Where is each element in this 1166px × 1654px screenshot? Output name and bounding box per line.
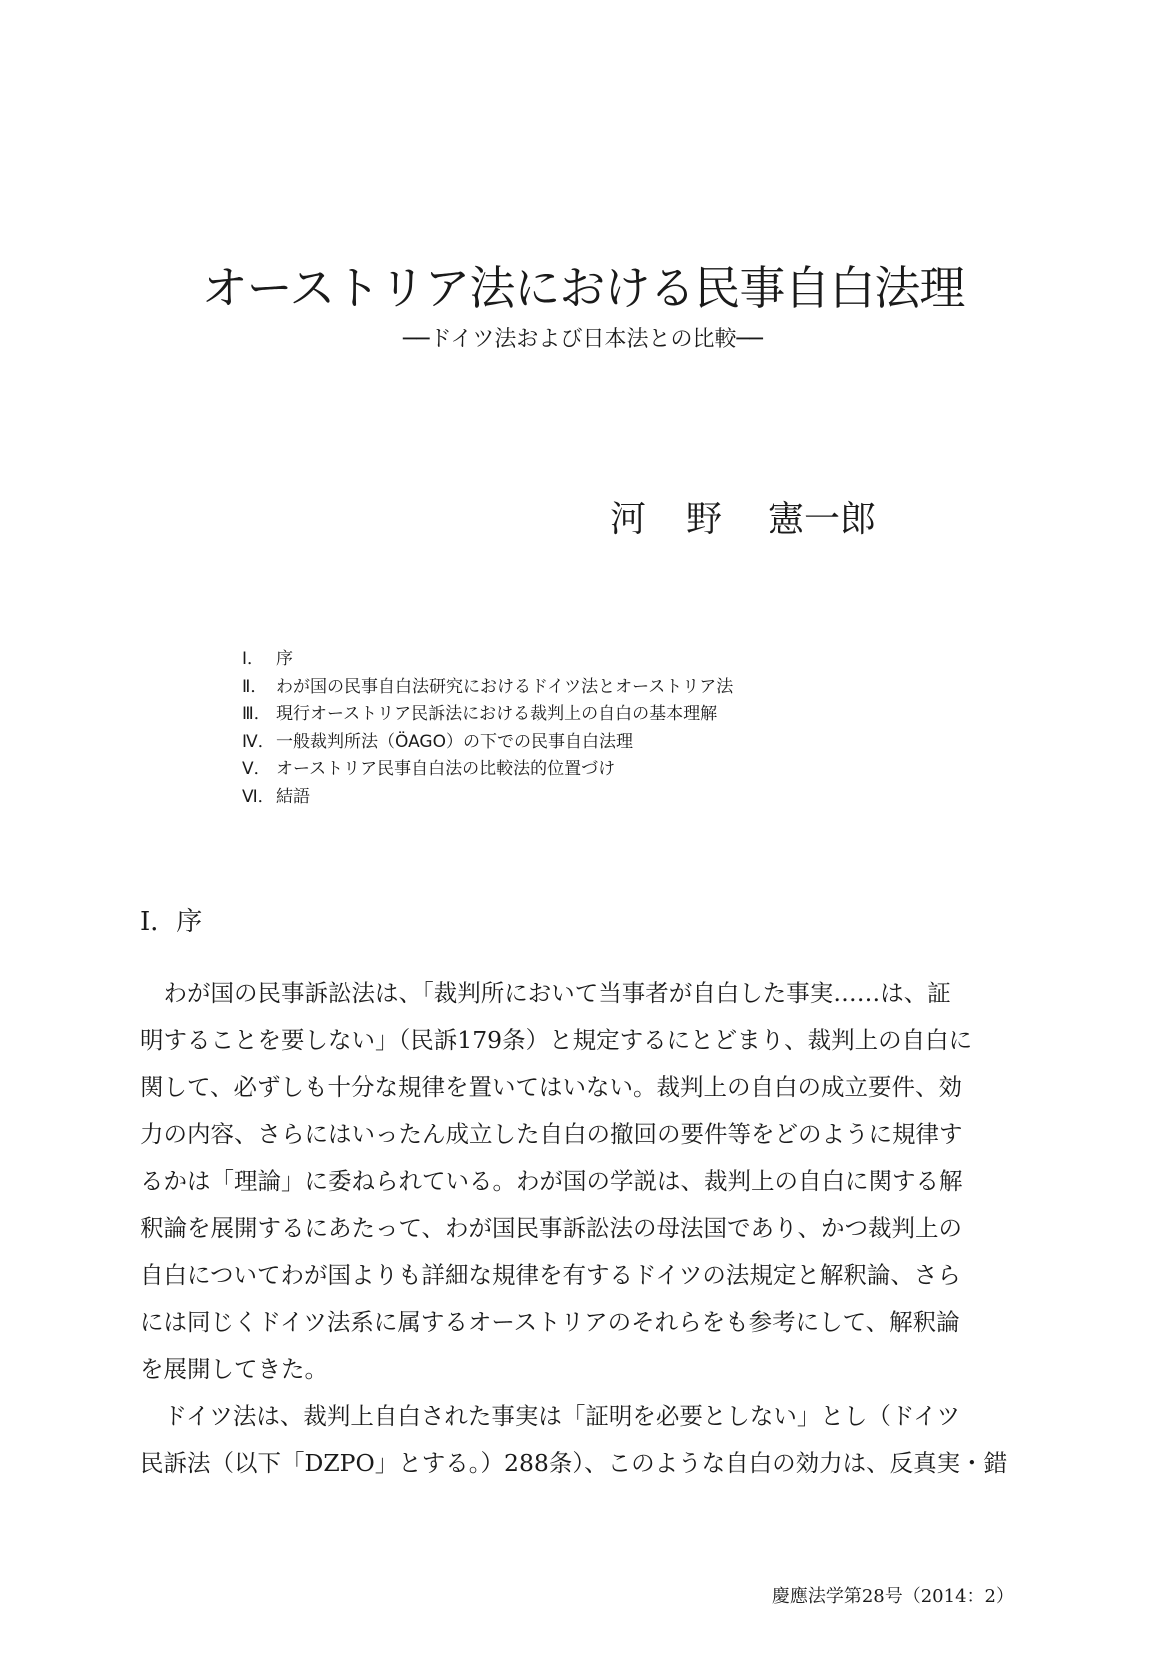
author-family-name-1: 河 [610, 499, 647, 540]
section-heading: Ⅰ．序 [140, 907, 203, 937]
toc-item [242, 646, 942, 674]
author-name [610, 496, 970, 544]
toc-item [242, 784, 942, 812]
body-line: わが国の民事訴訟法は、「裁判所において当事者が自白した事実……は、証 [140, 979, 951, 1007]
toc-item-number: Ⅴ． [242, 759, 271, 779]
author-given-name: 憲一郎 [768, 499, 877, 540]
toc-item-label: オーストリア民事自白法の比較法的位置づけ [276, 759, 616, 779]
body-line: 自白についてわが国よりも詳細な規律を有するドイツの法規定と解釈論、さら [140, 1261, 961, 1289]
toc-item-number: Ⅱ． [242, 676, 268, 697]
article-subtitle: ──ドイツ法および日本法との比較── [403, 327, 763, 352]
body-line: 釈論を展開するにあたって、わが国民事訴訟法の母法国であり、かつ裁判上の [140, 1214, 963, 1242]
toc-item-label: 現行オーストリア民訴法における裁判上の自白の基本理解 [276, 704, 718, 724]
body-line: を展開してきた。 [140, 1355, 328, 1383]
journal-footer: 慶應法学第28号（2014：2） [771, 1586, 1014, 1607]
article-title: オーストリア法における民事自白法理 [201, 261, 965, 315]
toc-item-number: Ⅰ． [242, 649, 265, 669]
toc-item-label: 一般裁判所法（ÖAGO）の下での民事自白法理 [276, 731, 633, 752]
body-line: ドイツ法は、裁判上自白された事実は「証明を必要としない」とし（ドイツ [140, 1402, 961, 1430]
author-family-name-2: 野 [686, 499, 723, 540]
toc-item-label: 序 [276, 649, 293, 669]
body-line: 力の内容、さらにはいったん成立した自白の撤回の要件等をどのように規律す [140, 1120, 963, 1148]
body-text [140, 970, 1026, 1487]
body-line: 明することを要しない」（民訴179条）と規定するにとどまり、裁判上の自白に [140, 1026, 973, 1054]
toc-item [242, 729, 942, 757]
toc-item-label: わが国の民事自白法研究におけるドイツ法とオーストリア法 [276, 676, 734, 697]
toc-item-number: Ⅲ． [242, 704, 271, 724]
body-line: 関して、必ずしも十分な規律を置いてはいない。裁判上の自白の成立要件、効 [140, 1073, 963, 1101]
toc-item [242, 701, 942, 729]
toc-item [242, 756, 942, 784]
toc-item-number: Ⅳ． [242, 731, 275, 752]
toc-item-number: Ⅵ． [242, 786, 275, 807]
toc-item-label: 結語 [276, 786, 310, 807]
body-line: 民訴法（以下「DZPO」とする。）288条）、このような自白の効力は、反真実・錯 [140, 1449, 1008, 1477]
body-line: には同じくドイツ法系に属するオーストリアのそれらをも参考にして、解釈論 [140, 1308, 960, 1336]
table-of-contents [242, 646, 942, 811]
toc-item [242, 674, 942, 702]
body-line: るかは「理論」に委ねられている。わが国の学説は、裁判上の自白に関する解 [140, 1167, 963, 1195]
